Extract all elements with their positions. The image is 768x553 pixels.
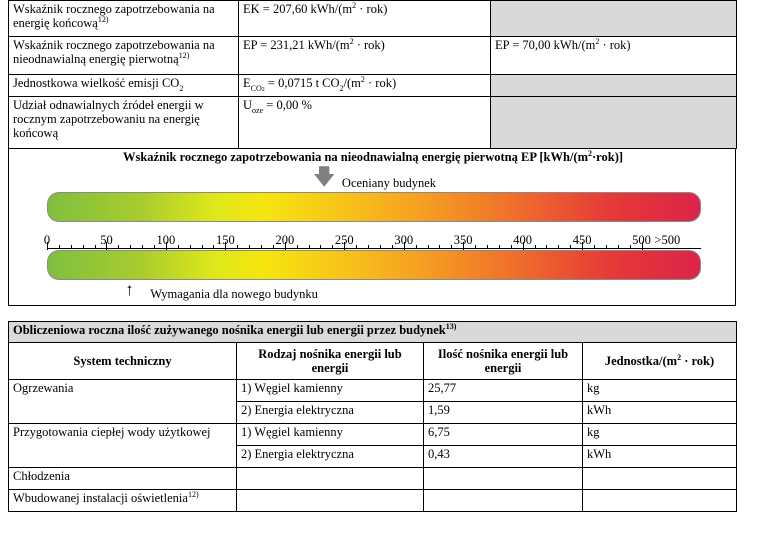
ep-scale-chart <box>8 148 736 306</box>
ep-row <box>9 37 737 75</box>
unit-cell: kg <box>583 424 737 446</box>
amount-cell <box>424 490 583 512</box>
down-arrow-icon: 🡇 <box>312 164 336 189</box>
unit-cell <box>583 490 737 512</box>
ep-value: EP = 231,21 kWh/$(m^2 \cdot rok)$ <box>239 37 491 75</box>
scale-tick <box>237 245 238 249</box>
header-carrier: Rodzaj nośnika energii lub energii <box>237 343 424 380</box>
ep-scale-bar-bottom <box>47 250 701 280</box>
scale-tick <box>83 245 84 249</box>
header-unit: Jednostka/$(m^2 \cdot rok)$ <box>583 343 737 380</box>
scale-tick <box>511 245 512 249</box>
tick-label: 100 <box>156 233 176 247</box>
co2-label: Jednostkowa wielkość emisji $CO_2$ <box>9 75 239 97</box>
co2-value: $E_{CO2} = 0,0715$ t $CO_2/(m^2 \cdot rok)$ <box>239 75 491 97</box>
scale-tick <box>630 245 631 249</box>
consumption-header-row <box>9 343 737 380</box>
tick-label: 500 <box>632 233 651 247</box>
header-system: System techniczny <box>9 343 237 380</box>
scale-tick <box>428 245 429 249</box>
ek-label: Wskaźnik rocznego zapotrzebowania na energię końcową$^{12)}$ <box>9 1 239 37</box>
table-row <box>9 490 737 512</box>
scale-tick <box>202 245 203 249</box>
tick-label: 0 <box>43 233 51 247</box>
scale-tick <box>332 245 333 249</box>
carrier-cell: 1) Węgiel kamienny <box>237 380 424 402</box>
scale-tick <box>261 245 262 249</box>
scale-tick <box>368 245 369 249</box>
scale-tick <box>594 245 595 249</box>
carrier-cell: 1) Węgiel kamienny <box>237 424 424 446</box>
co2-row <box>9 75 737 97</box>
system-cell: Chłodzenia <box>9 468 237 490</box>
scale-tick <box>297 245 298 249</box>
scale-tick <box>606 245 607 249</box>
scale-tick <box>499 245 500 249</box>
scale-tick <box>249 245 250 249</box>
ek-value: EK = 207,60 kWh/$(m^2 \cdot rok)$ <box>239 1 491 37</box>
scale-tick <box>95 245 96 249</box>
indicators-table <box>8 0 737 149</box>
scale-tick <box>71 245 72 249</box>
scale-tick <box>570 245 571 249</box>
unit-cell <box>583 468 737 490</box>
scale-tick <box>213 245 214 249</box>
scale-tick <box>535 245 536 249</box>
consumption-title: Obliczeniowa roczna ilość zużywanego nośnika energii lub energii przez budynek$^{13)}$ <box>9 322 737 343</box>
scale-tick <box>439 245 440 249</box>
scale-tick <box>416 245 417 249</box>
amount-cell: 6,75 <box>424 424 583 446</box>
tick-label: 150 <box>215 233 235 247</box>
oze-row <box>9 97 737 149</box>
ek-ref-cell <box>491 1 737 37</box>
tick-label: 450 <box>572 233 592 247</box>
scale-tick <box>273 245 274 249</box>
up-arrow-icon: ↑ <box>125 280 134 299</box>
scale-tick <box>320 245 321 249</box>
scale-tick <box>356 245 357 249</box>
tick-label: 250 <box>334 233 354 247</box>
amount-cell: 1,59 <box>424 402 583 424</box>
scale-tick <box>59 245 60 249</box>
system-cell: Ogrzewania <box>9 380 237 424</box>
tick-label: 300 <box>394 233 414 247</box>
scale-tick <box>142 245 143 249</box>
consumption-title-row <box>9 322 737 343</box>
scale-tick <box>190 245 191 249</box>
oze-value: $U_{oze} = 0,00$ % <box>239 97 491 149</box>
unit-cell: kg <box>583 380 737 402</box>
tick-label: >500 <box>654 233 681 247</box>
unit-cell: kWh <box>583 446 737 468</box>
consumption-table <box>8 321 737 512</box>
requirement-label: Wymagania dla nowego budynku <box>150 287 318 301</box>
header-amount: Ilość nośnika energii lub energii <box>424 343 583 380</box>
tick-label: 400 <box>513 233 532 247</box>
scale-tick <box>309 245 310 249</box>
carrier-cell <box>237 490 424 512</box>
ek-row <box>9 1 737 37</box>
tick-label: 350 <box>453 233 473 247</box>
carrier-cell <box>237 468 424 490</box>
assessed-label: Oceniany budynek <box>341 176 436 190</box>
scale-tick <box>487 245 488 249</box>
table-row <box>9 380 737 402</box>
tick-label: 50 <box>100 233 113 247</box>
scale-tick <box>118 245 119 249</box>
chart-title: Wskaźnik rocznego zapotrzebowania na nieodnawialną energię pierwotną EP $[kWh/(m^2\cdot rok)]$ <box>122 149 624 164</box>
ep-scale-bar-top <box>47 192 701 222</box>
carrier-cell: 2) Energia elektryczna <box>237 446 424 468</box>
co2-ref-cell <box>491 75 737 97</box>
scale-tick <box>178 245 179 249</box>
amount-cell: 0,43 <box>424 446 583 468</box>
table-row <box>9 468 737 490</box>
unit-cell: kWh <box>583 402 737 424</box>
oze-label: Udział odnawialnych źródeł energii w rocznym zapotrzebowaniu na energię końcową <box>9 97 239 149</box>
tick-label: 200 <box>275 233 295 247</box>
scale-tick <box>380 245 381 249</box>
scale-axis-line <box>47 248 701 249</box>
amount-cell: 25,77 <box>424 380 583 402</box>
system-cell: Wbudowanej instalacji oświetlenia$^{12)}$ <box>9 490 237 512</box>
system-cell: Przygotowania ciepłej wody użytkowej <box>9 424 237 468</box>
amount-cell <box>424 468 583 490</box>
scale-tick <box>130 245 131 249</box>
scale-tick <box>392 245 393 249</box>
oze-ref-cell <box>491 97 737 149</box>
ep-ref-value: EP = 70,00 kWh/$(m^2 \cdot rok)$ <box>491 37 737 75</box>
scale-tick <box>558 245 559 249</box>
scale-tick <box>154 245 155 249</box>
scale-tick <box>546 245 547 249</box>
scale-tick <box>618 245 619 249</box>
scale-tick <box>475 245 476 249</box>
table-row <box>9 424 737 446</box>
scale-tick <box>451 245 452 249</box>
ep-label: Wskaźnik rocznego zapotrzebowania na nieodnawialną energię pierwotną$^{12)}$ <box>9 37 239 75</box>
carrier-cell: 2) Energia elektryczna <box>237 402 424 424</box>
